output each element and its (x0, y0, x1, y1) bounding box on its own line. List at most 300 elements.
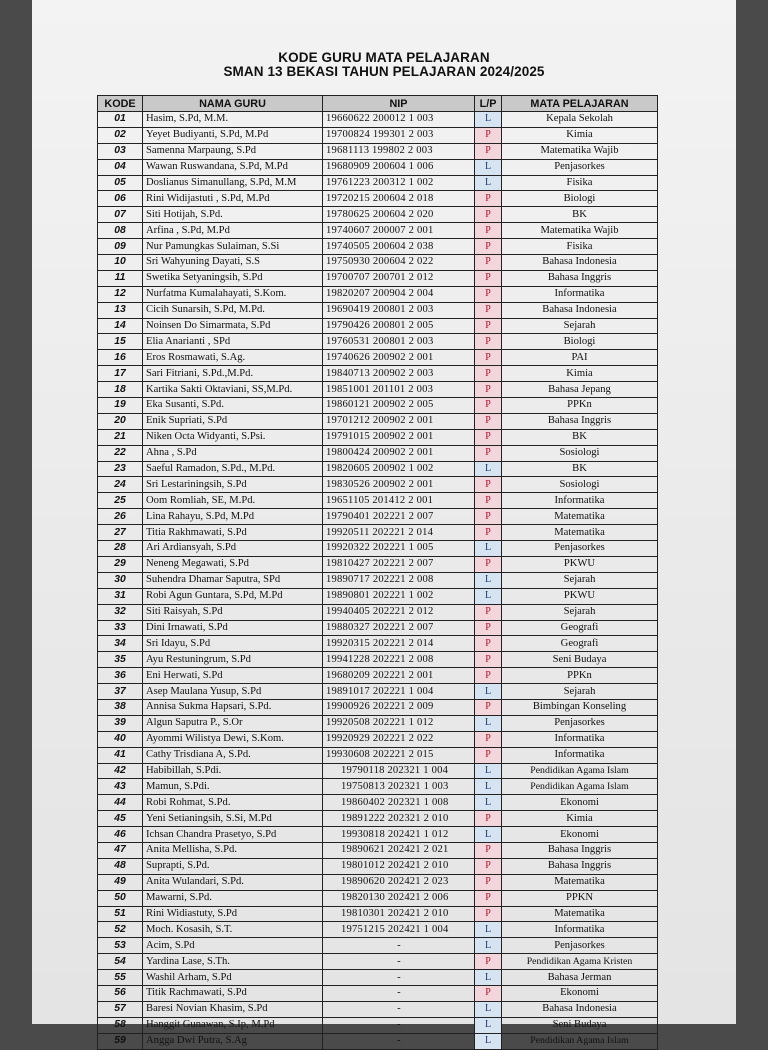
table-row (98, 429, 658, 445)
nama-guru-cell: Dini Irnawati, S.Pd (143, 620, 323, 636)
nip-cell: 19930608 202221 2 015 (323, 747, 475, 763)
mata-pelajaran-cell: BK (502, 461, 658, 477)
table-row (98, 970, 658, 986)
table-row (98, 938, 658, 954)
nama-guru-cell: Robi Rohmat, S.Pd. (143, 795, 323, 811)
nip-cell: 19890801 202221 1 002 (323, 588, 475, 604)
mata-pelajaran-cell: Pendidikan Agama Islam (502, 779, 658, 795)
mata-pelajaran-cell: Sejarah (502, 318, 658, 334)
nama-guru-cell: Sri Idayu, S.Pd (143, 636, 323, 652)
table-row (98, 684, 658, 700)
nip-cell: 19790118 202321 1 004 (323, 763, 475, 779)
nama-guru-cell: Siti Hotijah, S.Pd. (143, 207, 323, 223)
table-row (98, 350, 658, 366)
mata-pelajaran-cell: Matematika (502, 874, 658, 890)
nama-guru-cell: Acim, S.Pd (143, 938, 323, 954)
mata-pelajaran-cell: Penjasorkes (502, 159, 658, 175)
kode-cell: 42 (98, 763, 143, 779)
lp-cell: L (475, 572, 502, 588)
nip-cell: 19801012 202421 2 010 (323, 858, 475, 874)
nama-guru-cell: Hasim, S.Pd, M.M. (143, 112, 323, 128)
nama-guru-cell: Moch. Kosasih, S.T. (143, 922, 323, 938)
lp-cell: L (475, 970, 502, 986)
lp-cell: L (475, 1017, 502, 1033)
table-row (98, 985, 658, 1001)
mata-pelajaran-cell: Pendidikan Agama Islam (502, 1033, 658, 1049)
kode-cell: 21 (98, 429, 143, 445)
nama-guru-cell: Suhendra Dhamar Saputra, SPd (143, 572, 323, 588)
lp-cell: P (475, 858, 502, 874)
nama-guru-cell: Elia Anarianti , SPd (143, 334, 323, 350)
lp-cell: P (475, 223, 502, 239)
kode-cell: 39 (98, 715, 143, 731)
lp-cell: P (475, 652, 502, 668)
nama-guru-cell: Hanggit Gunawan, S.Ip, M.Pd (143, 1017, 323, 1033)
kode-cell: 48 (98, 858, 143, 874)
table-row (98, 652, 658, 668)
kode-cell: 03 (98, 143, 143, 159)
mata-pelajaran-cell: Ekonomi (502, 985, 658, 1001)
nama-guru-cell: Niken Octa Widyanti, S.Psi. (143, 429, 323, 445)
table-row (98, 398, 658, 414)
mata-pelajaran-cell: Fisika (502, 239, 658, 255)
nip-cell: 19890620 202421 2 023 (323, 874, 475, 890)
lp-cell: P (475, 477, 502, 493)
nama-guru-cell: Ari Ardiansyah, S.Pd (143, 541, 323, 557)
mata-pelajaran-cell: Kimia (502, 366, 658, 382)
nip-cell: 19740505 200604 2 038 (323, 239, 475, 255)
lp-cell: L (475, 684, 502, 700)
mata-pelajaran-cell: Kimia (502, 127, 658, 143)
kode-cell: 37 (98, 684, 143, 700)
kode-cell: 58 (98, 1017, 143, 1033)
table-row (98, 461, 658, 477)
nama-guru-cell: Washil Arham, S.Pd (143, 970, 323, 986)
mata-pelajaran-cell: Pendidikan Agama Islam (502, 763, 658, 779)
table-row (98, 127, 658, 143)
lp-cell: P (475, 811, 502, 827)
kode-cell: 38 (98, 699, 143, 715)
mata-pelajaran-cell: PKWU (502, 588, 658, 604)
lp-cell: P (475, 906, 502, 922)
lp-cell: P (475, 286, 502, 302)
table-row (98, 954, 658, 970)
kode-cell: 15 (98, 334, 143, 350)
nip-cell: 19920508 202221 1 012 (323, 715, 475, 731)
mata-pelajaran-cell: Matematika (502, 509, 658, 525)
nip-cell: 19740626 200902 2 001 (323, 350, 475, 366)
table-row (98, 747, 658, 763)
lp-cell: L (475, 779, 502, 795)
mata-pelajaran-cell: Bahasa Inggris (502, 270, 658, 286)
kode-cell: 53 (98, 938, 143, 954)
mata-pelajaran-cell: Bahasa Inggris (502, 858, 658, 874)
table-row (98, 874, 658, 890)
kode-cell: 34 (98, 636, 143, 652)
lp-cell: L (475, 175, 502, 191)
kode-cell: 30 (98, 572, 143, 588)
nip-cell: 19780625 200604 2 020 (323, 207, 475, 223)
mata-pelajaran-cell: Seni Budaya (502, 1017, 658, 1033)
table-row (98, 1001, 658, 1017)
mata-pelajaran-cell: Matematika (502, 525, 658, 541)
mata-pelajaran-cell: Informatika (502, 922, 658, 938)
table-row (98, 112, 658, 128)
nip-cell: 19920929 202221 2 022 (323, 731, 475, 747)
kode-cell: 24 (98, 477, 143, 493)
kode-cell: 41 (98, 747, 143, 763)
lp-cell: P (475, 207, 502, 223)
kode-cell: 43 (98, 779, 143, 795)
lp-cell: L (475, 541, 502, 557)
nip-cell: 19920511 202221 2 014 (323, 525, 475, 541)
nip-cell: 19860121 200902 2 005 (323, 398, 475, 414)
kode-cell: 57 (98, 1001, 143, 1017)
nama-guru-cell: Ayu Restuningrum, S.Pd (143, 652, 323, 668)
nip-cell: 19681113 199802 2 003 (323, 143, 475, 159)
table-row (98, 191, 658, 207)
table-body (98, 112, 658, 1050)
mata-pelajaran-cell: Matematika (502, 906, 658, 922)
kode-cell: 22 (98, 445, 143, 461)
nip-cell: 19701212 200902 2 001 (323, 413, 475, 429)
lp-cell: P (475, 985, 502, 1001)
mata-pelajaran-cell: Informatika (502, 731, 658, 747)
mata-pelajaran-cell: Bahasa Jepang (502, 382, 658, 398)
mata-pelajaran-cell: Bahasa Jerman (502, 970, 658, 986)
lp-cell: P (475, 747, 502, 763)
kode-cell: 13 (98, 302, 143, 318)
nip-cell: 19720215 200604 2 018 (323, 191, 475, 207)
nip-cell: 19740607 200007 2 001 (323, 223, 475, 239)
lp-cell: P (475, 556, 502, 572)
table-row (98, 493, 658, 509)
mata-pelajaran-cell: Bahasa Indonesia (502, 302, 658, 318)
nama-guru-cell: Annisa Sukma Hapsari, S.Pd. (143, 699, 323, 715)
kode-cell: 46 (98, 827, 143, 843)
mata-pelajaran-cell: Pendidikan Agama Kristen (502, 954, 658, 970)
table-row (98, 1017, 658, 1033)
kode-cell: 05 (98, 175, 143, 191)
kode-cell: 06 (98, 191, 143, 207)
kode-cell: 17 (98, 366, 143, 382)
nip-cell: 19690419 200801 2 003 (323, 302, 475, 318)
table-row (98, 445, 658, 461)
mata-pelajaran-cell: Penjasorkes (502, 541, 658, 557)
mata-pelajaran-cell: Ekonomi (502, 795, 658, 811)
nama-guru-cell: Cathy Trisdiana A, S.Pd. (143, 747, 323, 763)
nama-guru-cell: Suprapti, S.Pd. (143, 858, 323, 874)
mata-pelajaran-cell: Biologi (502, 334, 658, 350)
table-row (98, 620, 658, 636)
nip-cell: 19791015 200902 2 001 (323, 429, 475, 445)
nip-cell: - (323, 1017, 475, 1033)
table-row (98, 175, 658, 191)
lp-cell: P (475, 636, 502, 652)
nip-cell: - (323, 1001, 475, 1017)
kode-cell: 56 (98, 985, 143, 1001)
lp-cell: L (475, 715, 502, 731)
nip-cell: 19820130 202421 2 006 (323, 890, 475, 906)
mata-pelajaran-cell: PKWU (502, 556, 658, 572)
nip-cell: 19941228 202221 2 008 (323, 652, 475, 668)
mata-pelajaran-cell: Sosiologi (502, 477, 658, 493)
nama-guru-cell: Eros Rosmawati, S.Ag. (143, 350, 323, 366)
lp-cell: L (475, 938, 502, 954)
table-row (98, 588, 658, 604)
lp-cell: L (475, 795, 502, 811)
table-row (98, 811, 658, 827)
lp-cell: P (475, 366, 502, 382)
nama-guru-cell: Nur Pamungkas Sulaiman, S.Si (143, 239, 323, 255)
column-header-kode: KODE (98, 96, 143, 112)
table-row (98, 858, 658, 874)
table-row (98, 715, 658, 731)
nama-guru-cell: Samenna Marpaung, S.Pd (143, 143, 323, 159)
nama-guru-cell: Siti Raisyah, S.Pd (143, 604, 323, 620)
lp-cell: P (475, 398, 502, 414)
table-row (98, 223, 658, 239)
table-row (98, 572, 658, 588)
table-row (98, 890, 658, 906)
table-row (98, 382, 658, 398)
kode-cell: 47 (98, 842, 143, 858)
nip-cell: 19790426 200801 2 005 (323, 318, 475, 334)
mata-pelajaran-cell: BK (502, 207, 658, 223)
mata-pelajaran-cell: Bimbingan Konseling (502, 699, 658, 715)
nip-cell: 19890717 202221 2 008 (323, 572, 475, 588)
mata-pelajaran-cell: Seni Budaya (502, 652, 658, 668)
kode-cell: 50 (98, 890, 143, 906)
table-row (98, 159, 658, 175)
lp-cell: L (475, 922, 502, 938)
kode-cell: 09 (98, 239, 143, 255)
nip-cell: 19751215 202421 1 004 (323, 922, 475, 938)
mata-pelajaran-cell: Ekonomi (502, 827, 658, 843)
lp-cell: P (475, 445, 502, 461)
nip-cell: 19790401 202221 2 007 (323, 509, 475, 525)
mata-pelajaran-cell: Biologi (502, 191, 658, 207)
mata-pelajaran-cell: Bahasa Inggris (502, 842, 658, 858)
nip-cell: - (323, 954, 475, 970)
nip-cell: 19660622 200012 1 003 (323, 112, 475, 128)
nama-guru-cell: Eka Susanti, S.Pd. (143, 398, 323, 414)
kode-cell: 52 (98, 922, 143, 938)
nama-guru-cell: Ayommi Wilistya Dewi, S.Kom. (143, 731, 323, 747)
table-row (98, 509, 658, 525)
lp-cell: L (475, 159, 502, 175)
lp-cell: L (475, 763, 502, 779)
nama-guru-cell: Saeful Ramadon, S.Pd., M.Pd. (143, 461, 323, 477)
lp-cell: P (475, 318, 502, 334)
table-row (98, 763, 658, 779)
kode-cell: 55 (98, 970, 143, 986)
table-row (98, 413, 658, 429)
nama-guru-cell: Cicih Sunarsih, S.Pd, M.Pd. (143, 302, 323, 318)
nama-guru-cell: Yardina Lase, S.Th. (143, 954, 323, 970)
nama-guru-cell: Mawarni, S.Pd. (143, 890, 323, 906)
nip-cell: 19920322 202221 1 005 (323, 541, 475, 557)
nip-cell: 19800424 200902 2 001 (323, 445, 475, 461)
table-row (98, 270, 658, 286)
table-row (98, 334, 658, 350)
kode-cell: 27 (98, 525, 143, 541)
table-row (98, 779, 658, 795)
mata-pelajaran-cell: Sejarah (502, 572, 658, 588)
nama-guru-cell: Yeni Setianingsih, S.Si, M.Pd (143, 811, 323, 827)
kode-cell: 32 (98, 604, 143, 620)
nip-cell: 19840713 200902 2 003 (323, 366, 475, 382)
nip-cell: 19820605 200902 1 002 (323, 461, 475, 477)
lp-cell: P (475, 429, 502, 445)
lp-cell: P (475, 239, 502, 255)
mata-pelajaran-cell: PPKn (502, 668, 658, 684)
lp-cell: P (475, 954, 502, 970)
nip-cell: 19860402 202321 1 008 (323, 795, 475, 811)
nama-guru-cell: Habibillah, S.Pdi. (143, 763, 323, 779)
nip-cell: 19940405 202221 2 012 (323, 604, 475, 620)
mata-pelajaran-cell: Informatika (502, 747, 658, 763)
nama-guru-cell: Sri Wahyuning Dayati, S.S (143, 255, 323, 271)
nip-cell: - (323, 938, 475, 954)
table-row (98, 795, 658, 811)
kode-cell: 59 (98, 1033, 143, 1049)
nama-guru-cell: Rini Widiastuty, S.Pd (143, 906, 323, 922)
kode-cell: 20 (98, 413, 143, 429)
mata-pelajaran-cell: Bahasa Indonesia (502, 255, 658, 271)
table-row (98, 668, 658, 684)
mata-pelajaran-cell: Bahasa Indonesia (502, 1001, 658, 1017)
kode-cell: 49 (98, 874, 143, 890)
mata-pelajaran-cell: Matematika Wajib (502, 143, 658, 159)
mata-pelajaran-cell: Kepala Sekolah (502, 112, 658, 128)
lp-cell: L (475, 1001, 502, 1017)
nama-guru-cell: Yeyet Budiyanti, S.Pd, M.Pd (143, 127, 323, 143)
lp-cell: P (475, 143, 502, 159)
lp-cell: P (475, 302, 502, 318)
table-row (98, 318, 658, 334)
lp-cell: P (475, 842, 502, 858)
lp-cell: P (475, 731, 502, 747)
nama-guru-cell: Arfina , S.Pd, M.Pd (143, 223, 323, 239)
nama-guru-cell: Anita Mellisha, S.Pd. (143, 842, 323, 858)
nip-cell: 19651105 201412 2 001 (323, 493, 475, 509)
table-row (98, 922, 658, 938)
nip-cell: 19920315 202221 2 014 (323, 636, 475, 652)
kode-cell: 16 (98, 350, 143, 366)
nip-cell: 19760531 200801 2 003 (323, 334, 475, 350)
nip-cell: 19810301 202421 2 010 (323, 906, 475, 922)
kode-cell: 33 (98, 620, 143, 636)
nip-cell: 19830526 200902 2 001 (323, 477, 475, 493)
kode-cell: 18 (98, 382, 143, 398)
nama-guru-cell: Algun Saputra P., S.Or (143, 715, 323, 731)
nip-cell: 19851001 201101 2 003 (323, 382, 475, 398)
nama-guru-cell: Swetika Setyaningsih, S.Pd (143, 270, 323, 286)
nama-guru-cell: Doslianus Simanullang, S.Pd, M.M (143, 175, 323, 191)
lp-cell: P (475, 127, 502, 143)
nip-cell: 19810427 202221 2 007 (323, 556, 475, 572)
nip-cell: 19930818 202421 1 012 (323, 827, 475, 843)
nip-cell: - (323, 1033, 475, 1049)
kode-cell: 19 (98, 398, 143, 414)
mata-pelajaran-cell: PPKN (502, 890, 658, 906)
kode-cell: 25 (98, 493, 143, 509)
lp-cell: P (475, 493, 502, 509)
mata-pelajaran-cell: Penjasorkes (502, 938, 658, 954)
nama-guru-cell: Ahna , S.Pd (143, 445, 323, 461)
nama-guru-cell: Angga Dwi Putra, S.Ag (143, 1033, 323, 1049)
mata-pelajaran-cell: Bahasa Inggris (502, 413, 658, 429)
kode-cell: 36 (98, 668, 143, 684)
table-row (98, 143, 658, 159)
mata-pelajaran-cell: Matematika Wajib (502, 223, 658, 239)
lp-cell: L (475, 112, 502, 128)
table-row (98, 255, 658, 271)
table-row (98, 302, 658, 318)
nama-guru-cell: Mamun, S.Pdi. (143, 779, 323, 795)
mata-pelajaran-cell: Sejarah (502, 604, 658, 620)
nama-guru-cell: Ichsan Chandra Prasetyo, S.Pd (143, 827, 323, 843)
mata-pelajaran-cell: PPKn (502, 398, 658, 414)
nip-cell: 19680209 202221 2 001 (323, 668, 475, 684)
table-row (98, 541, 658, 557)
table-row (98, 477, 658, 493)
lp-cell: P (475, 668, 502, 684)
nama-guru-cell: Lina Rahayu, S.Pd, M.Pd (143, 509, 323, 525)
lp-cell: P (475, 604, 502, 620)
lp-cell: P (475, 334, 502, 350)
mata-pelajaran-cell: Informatika (502, 286, 658, 302)
nama-guru-cell: Baresi Novian Khasim, S.Pd (143, 1001, 323, 1017)
mata-pelajaran-cell: Kimia (502, 811, 658, 827)
kode-cell: 29 (98, 556, 143, 572)
table-row (98, 207, 658, 223)
kode-cell: 54 (98, 954, 143, 970)
lp-cell: L (475, 827, 502, 843)
kode-cell: 12 (98, 286, 143, 302)
kode-cell: 23 (98, 461, 143, 477)
nama-guru-cell: Oom Romliah, SE, M.Pd. (143, 493, 323, 509)
table-row (98, 1033, 658, 1049)
nip-cell: 19900926 202221 2 009 (323, 699, 475, 715)
nama-guru-cell: Neneng Megawati, S.Pd (143, 556, 323, 572)
column-header-mata-pelajaran: MATA PELAJARAN (502, 96, 658, 112)
lp-cell: P (475, 525, 502, 541)
kode-cell: 01 (98, 112, 143, 128)
nip-cell: 19880327 202221 2 007 (323, 620, 475, 636)
kode-cell: 40 (98, 731, 143, 747)
nip-cell: 19890621 202421 2 021 (323, 842, 475, 858)
kode-cell: 26 (98, 509, 143, 525)
kode-cell: 45 (98, 811, 143, 827)
mata-pelajaran-cell: BK (502, 429, 658, 445)
lp-cell: P (475, 699, 502, 715)
lp-cell: L (475, 1033, 502, 1049)
mata-pelajaran-cell: Sejarah (502, 684, 658, 700)
kode-cell: 02 (98, 127, 143, 143)
mata-pelajaran-cell: Geografi (502, 636, 658, 652)
nip-cell: 19680909 200604 1 006 (323, 159, 475, 175)
document-title: KODE GURU MATA PELAJARAN (278, 50, 490, 65)
table-header-row (98, 96, 658, 112)
lp-cell: P (475, 890, 502, 906)
table-row (98, 842, 658, 858)
nama-guru-cell: Titik Rachmawati, S.Pd (143, 985, 323, 1001)
table-row (98, 731, 658, 747)
lp-cell: L (475, 588, 502, 604)
nip-cell: 19891017 202221 1 004 (323, 684, 475, 700)
